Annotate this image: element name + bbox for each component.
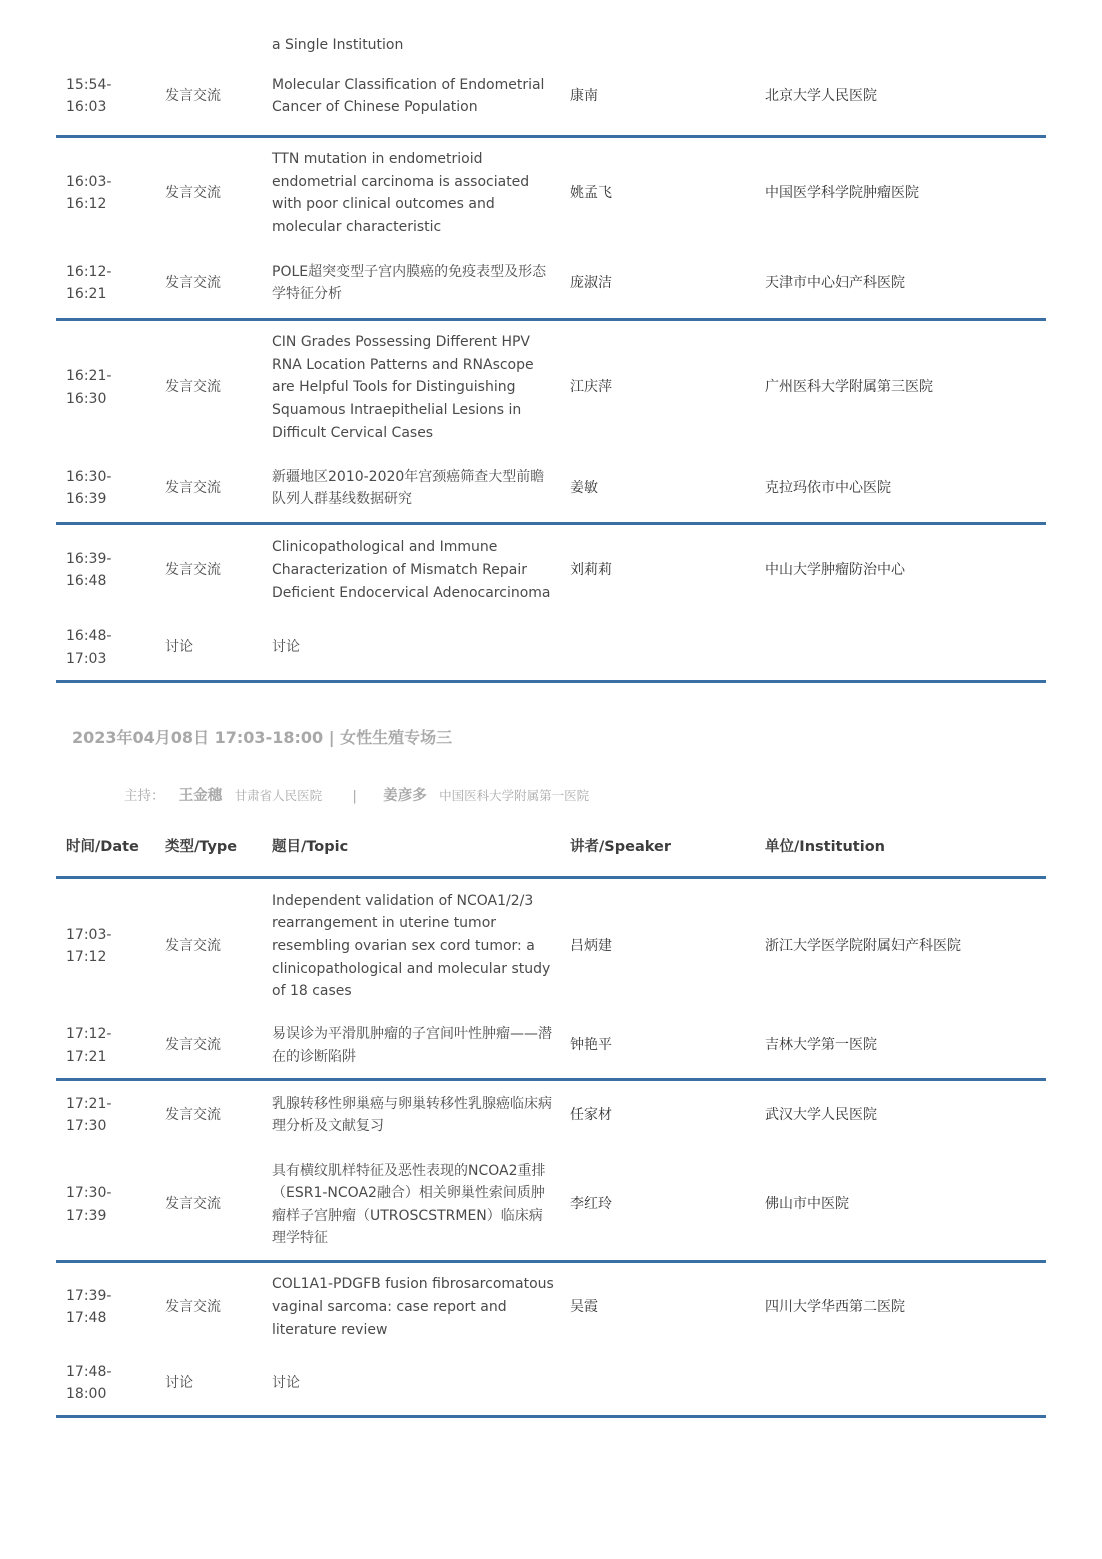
institution-cell bbox=[765, 616, 1046, 681]
type-cell: 发言交流 bbox=[165, 184, 221, 201]
speaker-cell: 任家材 bbox=[570, 1106, 612, 1123]
topic-cell: COL1A1-PDGFB fusion fibrosarcomatous vaginal sarcoma: case report and literature review bbox=[272, 1276, 554, 1338]
time-cell: 16:03- 16:12 bbox=[66, 173, 112, 213]
table-row bbox=[56, 33, 1046, 58]
topic-cell: POLE超突变型子宫内膜癌的免疫表型及形态学特征分析 bbox=[272, 249, 570, 319]
schedule-table bbox=[56, 818, 1046, 1418]
time-cell: 15:54- 16:03 bbox=[56, 58, 165, 136]
topic-cell: a Single Institution bbox=[272, 37, 404, 54]
host-name: 王金穗 bbox=[178, 788, 223, 804]
host-label: 主持： bbox=[124, 788, 165, 804]
institution-cell bbox=[765, 33, 1046, 58]
speaker-cell: 钟艳平 bbox=[570, 1014, 765, 1080]
type-cell: 发言交流 bbox=[165, 379, 221, 396]
type-cell: 发言交流 bbox=[165, 1150, 272, 1262]
table-row bbox=[56, 249, 1046, 319]
topic-cell: 乳腺转移性卵巢癌与卵巢转移性乳腺癌临床病理分析及文献复习 bbox=[272, 1095, 552, 1135]
host-institution: 中国医科大学附属第一医院 bbox=[439, 788, 590, 803]
table-row bbox=[56, 1150, 1046, 1262]
speaker-cell: 姚孟飞 bbox=[570, 184, 612, 201]
institution-cell bbox=[765, 1352, 1046, 1417]
speaker-cell: 姜敏 bbox=[570, 455, 765, 523]
topic-cell: Clinicopathological and Immune Characterization of Mismatch Repair Deficient Endocervical Adenocarcinoma bbox=[272, 539, 551, 601]
speaker-cell bbox=[570, 33, 765, 58]
table-row bbox=[56, 616, 1046, 681]
time-cell: 17:30- 17:39 bbox=[56, 1150, 165, 1262]
institution-cell: 佛山市中医院 bbox=[765, 1150, 1046, 1262]
speaker-cell: 刘莉莉 bbox=[570, 561, 612, 578]
institution-cell: 四川大学华西第二医院 bbox=[765, 1298, 905, 1315]
schedule-table-continued bbox=[56, 33, 1046, 683]
speaker-cell: 庞淑洁 bbox=[570, 249, 765, 319]
time-cell: 17:03- 17:12 bbox=[66, 926, 112, 966]
table-header-row bbox=[56, 818, 1046, 878]
type-cell: 发言交流 bbox=[165, 455, 272, 523]
table-row bbox=[56, 878, 1046, 1014]
table-row bbox=[56, 1080, 1046, 1150]
type-cell: 发言交流 bbox=[165, 561, 221, 578]
institution-cell: 克拉玛依市中心医院 bbox=[765, 455, 1046, 523]
session-title: 2023年04月08日 17:03-18:00 | 女性生殖专场三 bbox=[72, 728, 453, 747]
speaker-cell: 江庆萍 bbox=[570, 379, 612, 396]
table-row bbox=[56, 136, 1046, 249]
speaker-cell: 李红玲 bbox=[570, 1150, 765, 1262]
time-cell: 16:39- 16:48 bbox=[66, 550, 112, 590]
topic-cell: TTN mutation in endometrioid endometrial carcinoma is associated with poor clinical outcomes and molecular characteristic bbox=[272, 151, 530, 235]
table-row bbox=[56, 455, 1046, 523]
column-header-institution: 单位/Institution bbox=[765, 818, 1046, 878]
topic-cell: 新疆地区2010-2020年宫颈癌筛查大型前瞻队列人群基线数据研究 bbox=[272, 455, 570, 523]
table-row bbox=[56, 1014, 1046, 1080]
session-hosts bbox=[124, 784, 589, 805]
time-cell: 16:48- 17:03 bbox=[56, 616, 165, 681]
table-row bbox=[56, 523, 1046, 616]
table-row bbox=[56, 58, 1046, 136]
institution-cell: 浙江大学医学院附属妇产科医院 bbox=[765, 937, 961, 954]
host-separator: | bbox=[352, 788, 357, 804]
topic-cell: Independent validation of NCOA1/2/3 rearrangement in uterine tumor resembling ovarian sex cord tumor: a clinicopathological and molecular study of 18 cases bbox=[272, 892, 551, 1000]
institution-cell: 北京大学人民医院 bbox=[765, 58, 1046, 136]
speaker-cell: 吴霞 bbox=[570, 1298, 598, 1315]
type-cell: 发言交流 bbox=[165, 937, 221, 954]
type-cell: 发言交流 bbox=[165, 249, 272, 319]
type-cell: 发言交流 bbox=[165, 1014, 272, 1080]
institution-cell: 广州医科大学附属第三医院 bbox=[765, 379, 933, 396]
time-cell: 17:12- 17:21 bbox=[56, 1014, 165, 1080]
time-cell: 17:39- 17:48 bbox=[66, 1287, 112, 1327]
type-cell: 讨论 bbox=[165, 616, 272, 681]
speaker-cell: 吕炳建 bbox=[570, 937, 612, 954]
time-cell: 16:30- 16:39 bbox=[56, 455, 165, 523]
type-cell: 发言交流 bbox=[165, 1298, 221, 1315]
type-cell: 讨论 bbox=[165, 1352, 272, 1417]
table-row bbox=[56, 319, 1046, 455]
time-cell: 16:21- 16:30 bbox=[66, 368, 112, 407]
institution-cell: 中山大学肿瘤防治中心 bbox=[765, 561, 905, 578]
institution-cell: 中国医学科学院肿瘤医院 bbox=[765, 184, 919, 201]
column-header-topic: 题目/Topic bbox=[272, 818, 570, 878]
time-cell: 17:48- 18:00 bbox=[56, 1352, 165, 1417]
topic-cell: CIN Grades Possessing Different HPV RNA Location Patterns and RNAscope are Helpful Tools for Distinguishing Squamous Intraepithelial Lesions in Difficult Cervical Cases bbox=[272, 334, 534, 441]
host-name: 姜彦多 bbox=[383, 788, 427, 804]
table-row bbox=[56, 1262, 1046, 1352]
type-cell: 发言交流 bbox=[165, 58, 272, 136]
column-header-speaker: 讲者/Speaker bbox=[570, 818, 765, 878]
type-cell: 发言交流 bbox=[165, 1106, 221, 1123]
type-cell bbox=[165, 33, 272, 58]
topic-cell: 易误诊为平滑肌肿瘤的子宫间叶性肿瘤——潜在的诊断陷阱 bbox=[272, 1014, 570, 1080]
time-cell: 16:12- 16:21 bbox=[56, 249, 165, 319]
topic-cell: Molecular Classification of Endometrial Cancer of Chinese Population bbox=[272, 58, 570, 136]
speaker-cell bbox=[570, 616, 765, 681]
column-header-time: 时间/Date bbox=[56, 818, 165, 878]
speaker-cell: 康南 bbox=[570, 58, 765, 136]
topic-cell: 讨论 bbox=[272, 616, 570, 681]
time-cell: 17:21- 17:30 bbox=[66, 1095, 112, 1135]
institution-cell: 武汉大学人民医院 bbox=[765, 1106, 877, 1123]
speaker-cell bbox=[570, 1352, 765, 1417]
topic-cell: 讨论 bbox=[272, 1352, 570, 1417]
institution-cell: 天津市中心妇产科医院 bbox=[765, 249, 1046, 319]
table-row bbox=[56, 1352, 1046, 1417]
time-cell bbox=[56, 33, 165, 58]
institution-cell: 吉林大学第一医院 bbox=[765, 1014, 1046, 1080]
topic-cell: 具有横纹肌样特征及恶性表现的NCOA2重排（ESR1-NCOA2融合）相关卵巢性索间质肿瘤样子宫肿瘤（UTROSCSTRMEN）临床病理学特征 bbox=[272, 1150, 570, 1262]
column-header-type: 类型/Type bbox=[165, 818, 272, 878]
host-institution: 甘肃省人民医院 bbox=[234, 788, 323, 803]
